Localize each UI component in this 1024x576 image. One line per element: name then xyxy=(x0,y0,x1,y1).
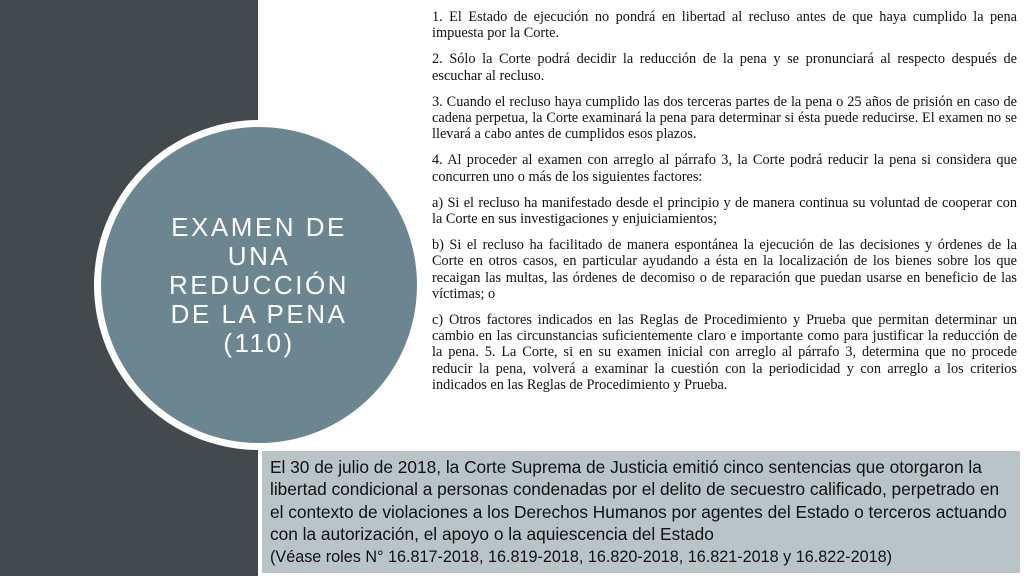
paragraph-a: a) Si el recluso ha manifestado desde el principio y de manera continua su voluntad de cooperar con la Corte en sus investigaciones y enjuiciamientos; xyxy=(432,194,1017,228)
slide-title xyxy=(159,213,359,358)
paragraph-1: 1. El Estado de ejecución no pondrá en libertad al recluso antes de que haya cumplido la pena impuesta por la Corte. xyxy=(432,9,1017,42)
footer-reference: (Véase roles N° 16.817-2018, 16.819-2018, 16.820-2018, 16.821-2018 y 16.822-2018) xyxy=(270,548,893,566)
title-line-3: REDUCCIÓN xyxy=(169,269,349,300)
title-line-4: DE LA PENA xyxy=(170,298,348,329)
paragraph-4: 4. Al proceder al examen con arreglo al párrafo 3, la Corte podrá reducir la pena si considera que concurren uno o más de los siguientes factores: xyxy=(432,152,1017,185)
title-line-2: UNA xyxy=(227,240,291,271)
paragraph-c: c) Otros factores indicados en las Reglas de Procedimiento y Prueba que permitan determinar un cambio en las circunstancias suficientemente claro e importante como para justificar la reducción de la pena. 5. La Corte, si en su examen inicial con arreglo al párrafo 3, determina que no procede reducir la pena, volverá a examinar la cuestión con la periodicidad y con arreglo a los criterios indicados en las Reglas de Procedimiento y Prueba. xyxy=(432,312,1017,393)
article-body xyxy=(432,9,1017,403)
paragraph-3: 3. Cuando el recluso haya cumplido las dos terceras partes de la pena o 25 años de prisión en caso de cadena perpetua, la Corte examinará la pena para determinar si ésta puede reducirse. El examen no se llevará a cabo antes de cumplidos esos plazos. xyxy=(432,93,1017,143)
title-line-5: (110) xyxy=(223,327,295,358)
paragraph-2: 2. Sólo la Corte podrá decidir la reducción de la pena y se pronunciará al respecto después de escuchar al recluso. xyxy=(432,51,1017,84)
title-line-1: EXAMEN DE xyxy=(171,211,347,242)
footer-note-text: El 30 de julio de 2018, la Corte Suprema de Justicia emitió cinco sentencias que otorgaron la libertad condicional a personas condenadas por el delito de secuestro calificado, perpetrado en el contexto de violaciones a los Derechos Humanos por agentes del Estado o terceros actuando con la autorización, el apoyo o la aquiescencia del Estado xyxy=(270,457,1007,544)
title-circle xyxy=(101,127,417,443)
paragraph-b: b) Si el recluso ha facilitado de manera espontánea la ejecución de las decisiones y órdenes de la Corte en otros casos, en particular ayudando a ésta en la localización de los bienes sobre los que recaigan las multas, las órdenes de decomiso o de reparación que puedan usarse en beneficio de las víctimas; o xyxy=(432,237,1017,302)
